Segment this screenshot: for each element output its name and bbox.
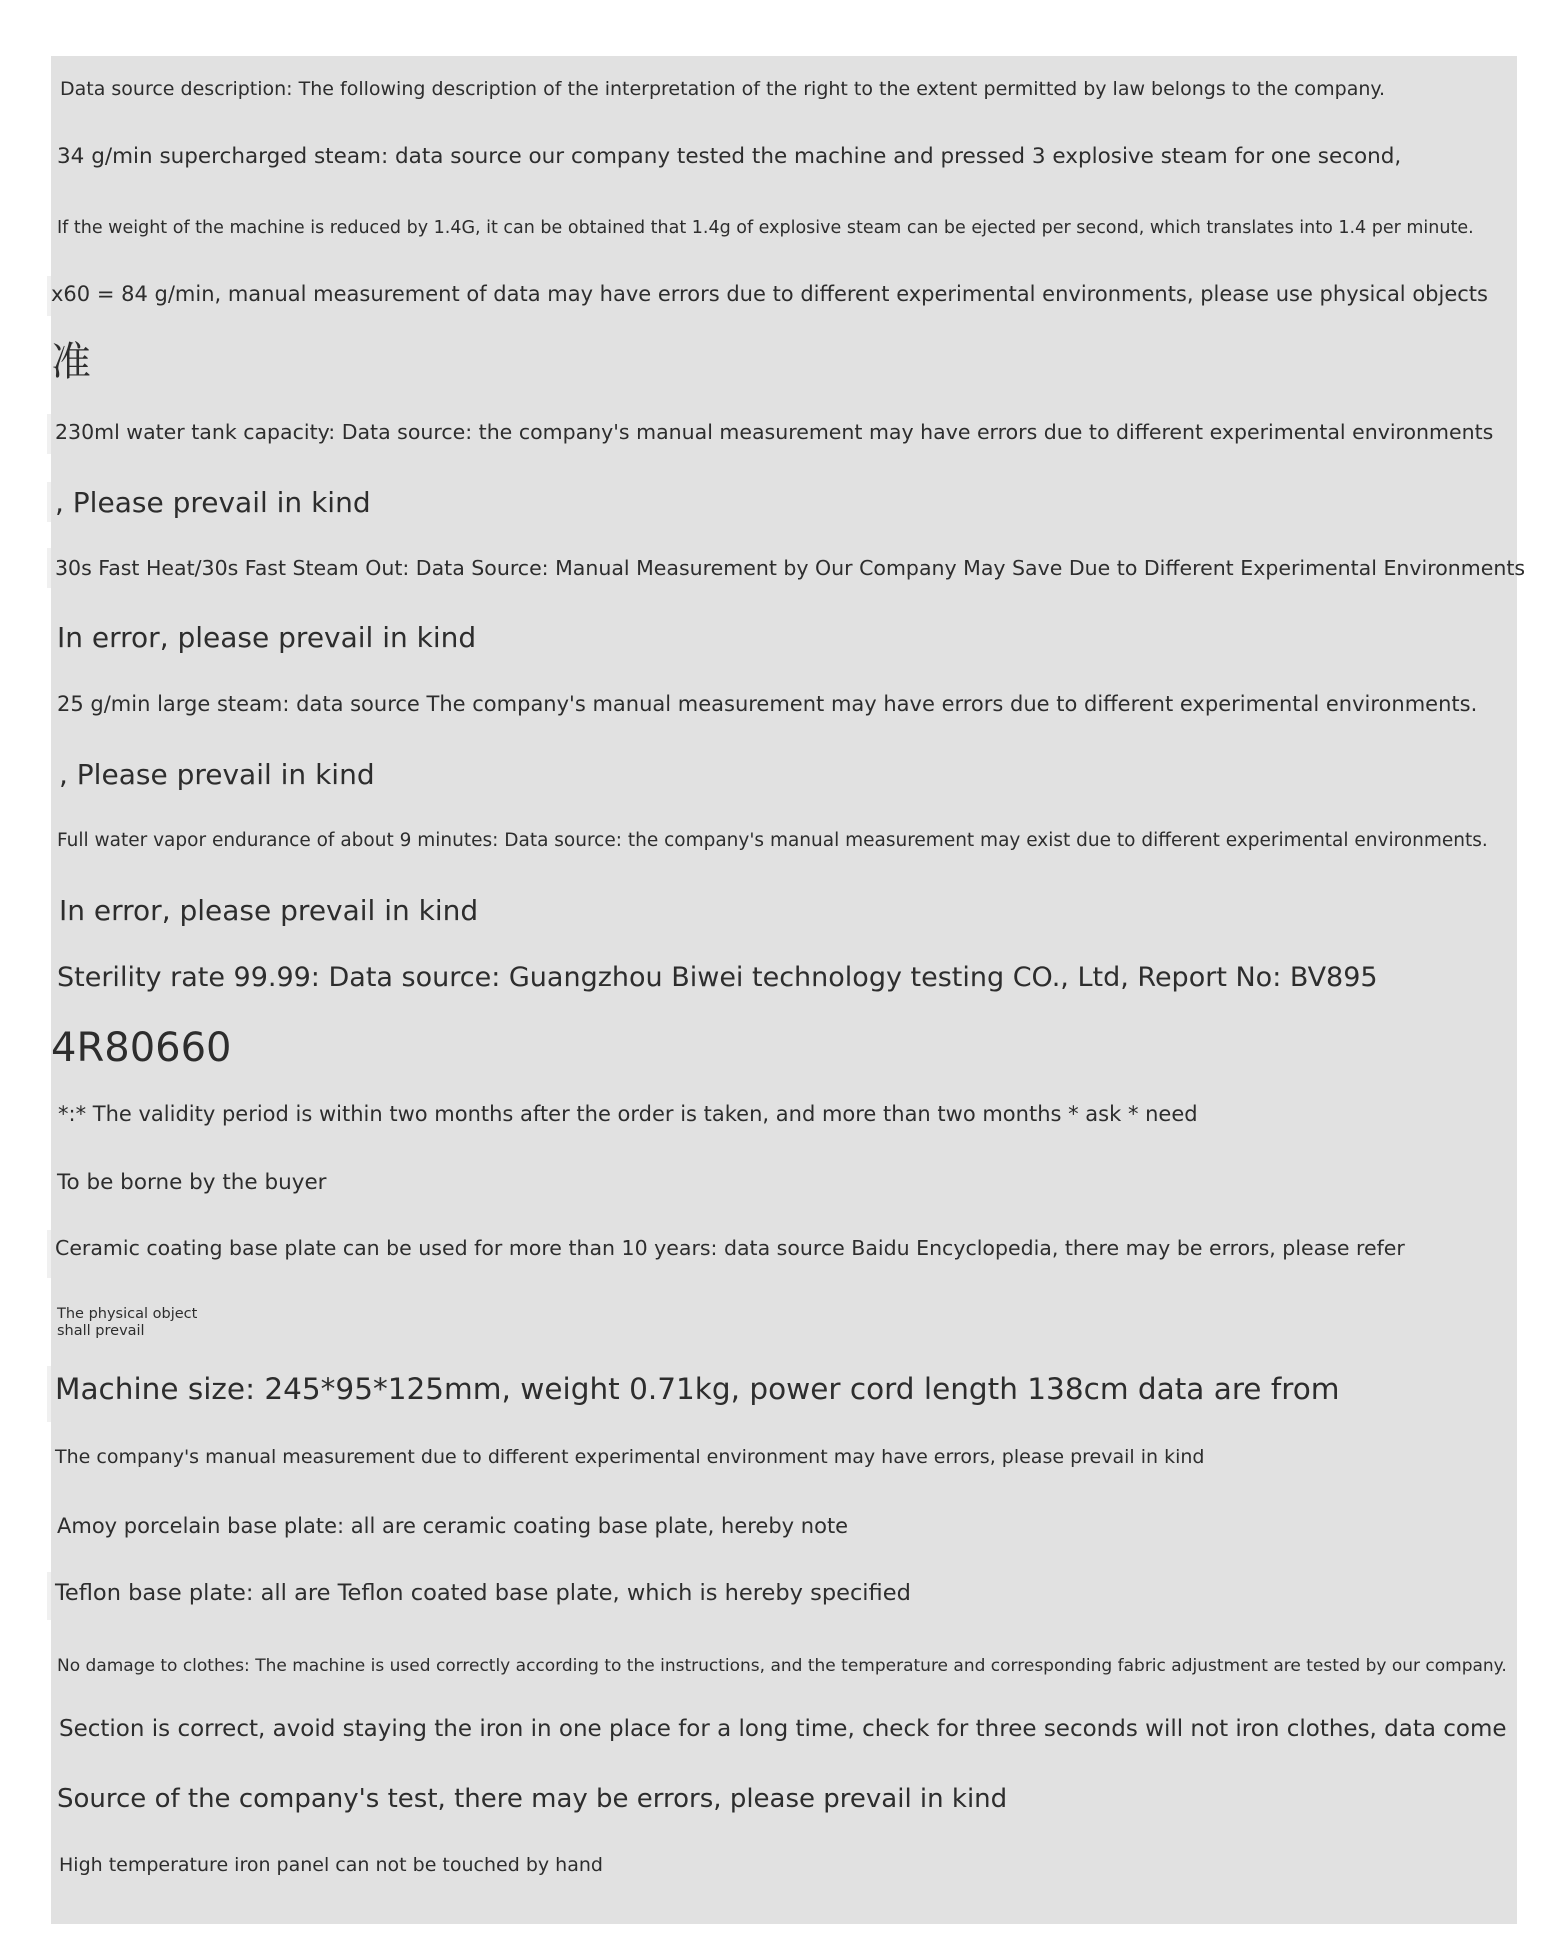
text-line: Amoy porcelain base plate: all are ceramic coating base plate, hereby note [57, 1514, 849, 1538]
text-line: The company's manual measurement due to different experimental environment may have errors, please prevail in kind [55, 1446, 1205, 1468]
text-line: Machine size: 245*95*125mm, weight 0.71kg, power cord length 138cm data are from [55, 1372, 1340, 1406]
text-line: Sterility rate 99.99: Data source: Guangzhou Biwei technology testing CO., Ltd, Report No: BV895 [57, 962, 1378, 993]
text-line: Full water vapor endurance of about 9 minutes: Data source: the company's manual measurement may exist due to different experimental environments. [57, 830, 1488, 851]
edge-mark [47, 482, 51, 522]
text-line: 25 g/min large steam: data source The company's manual measurement may have errors due to different experimental environments. [57, 692, 1478, 716]
edge-mark [47, 1366, 51, 1422]
document-panel [51, 56, 1526, 1924]
text-line: Source of the company's test, there may be errors, please prevail in kind [57, 1784, 1008, 1814]
text-line: Data source description: The following description of the interpretation of the right to the extent permitted by law belongs to the company. [60, 78, 1385, 100]
text-line: *:* The validity period is within two months after the order is taken, and more than two months * ask * need [58, 1102, 1198, 1126]
text-line: 30s Fast Heat/30s Fast Steam Out: Data Source: Manual Measurement by Our Company May Save Due to Different Experimental Environments [55, 556, 1526, 580]
edge-mark [47, 1572, 51, 1620]
text-line: , Please prevail in kind [55, 486, 371, 519]
text-line-part: shall prevail [57, 1322, 145, 1339]
edge-mark [47, 414, 51, 454]
text-line: To be borne by the buyer [57, 1170, 327, 1195]
text-line: x60 = 84 g/min, manual measurement of data may have errors due to different experimental environments, please use physical objects [51, 282, 1488, 306]
text-line: In error, please prevail in kind [59, 894, 479, 927]
text-line: No damage to clothes: The machine is used correctly according to the instructions, and the temperature and corresponding fabric adjustment are tested by our company. [57, 1656, 1507, 1676]
text-line: 准 [51, 339, 91, 385]
edge-mark [47, 1230, 51, 1278]
text-line: Section is correct, avoid staying the iron in one place for a long time, check for three seconds will not iron clothes, data come [59, 1716, 1507, 1742]
text-line: Ceramic coating base plate can be used for more than 10 years: data source Baidu Encyclopedia, there may be errors, please refer [55, 1236, 1405, 1260]
text-line: 4R80660 [51, 1025, 232, 1071]
text-line: High temperature iron panel can not be touched by hand [59, 1854, 603, 1876]
text-line: 230ml water tank capacity: Data source: the company's manual measurement may have errors due to different experimental environments [55, 420, 1494, 444]
text-line: Teflon base plate: all are Teflon coated base plate, which is hereby specified [55, 1580, 911, 1606]
text-line: If the weight of the machine is reduced by 1.4G, it can be obtained that 1.4g of explosive steam can be ejected per second, which translates into 1.4 per minute. [57, 218, 1474, 238]
text-line [57, 1306, 197, 1339]
text-line: , Please prevail in kind [59, 758, 375, 791]
text-line: In error, please prevail in kind [57, 621, 477, 654]
edge-mark [47, 548, 51, 588]
text-line-part: The physical object [57, 1306, 198, 1322]
text-line: 34 g/min supercharged steam: data source our company tested the machine and pressed 3 explosive steam for one second, [57, 144, 1402, 169]
